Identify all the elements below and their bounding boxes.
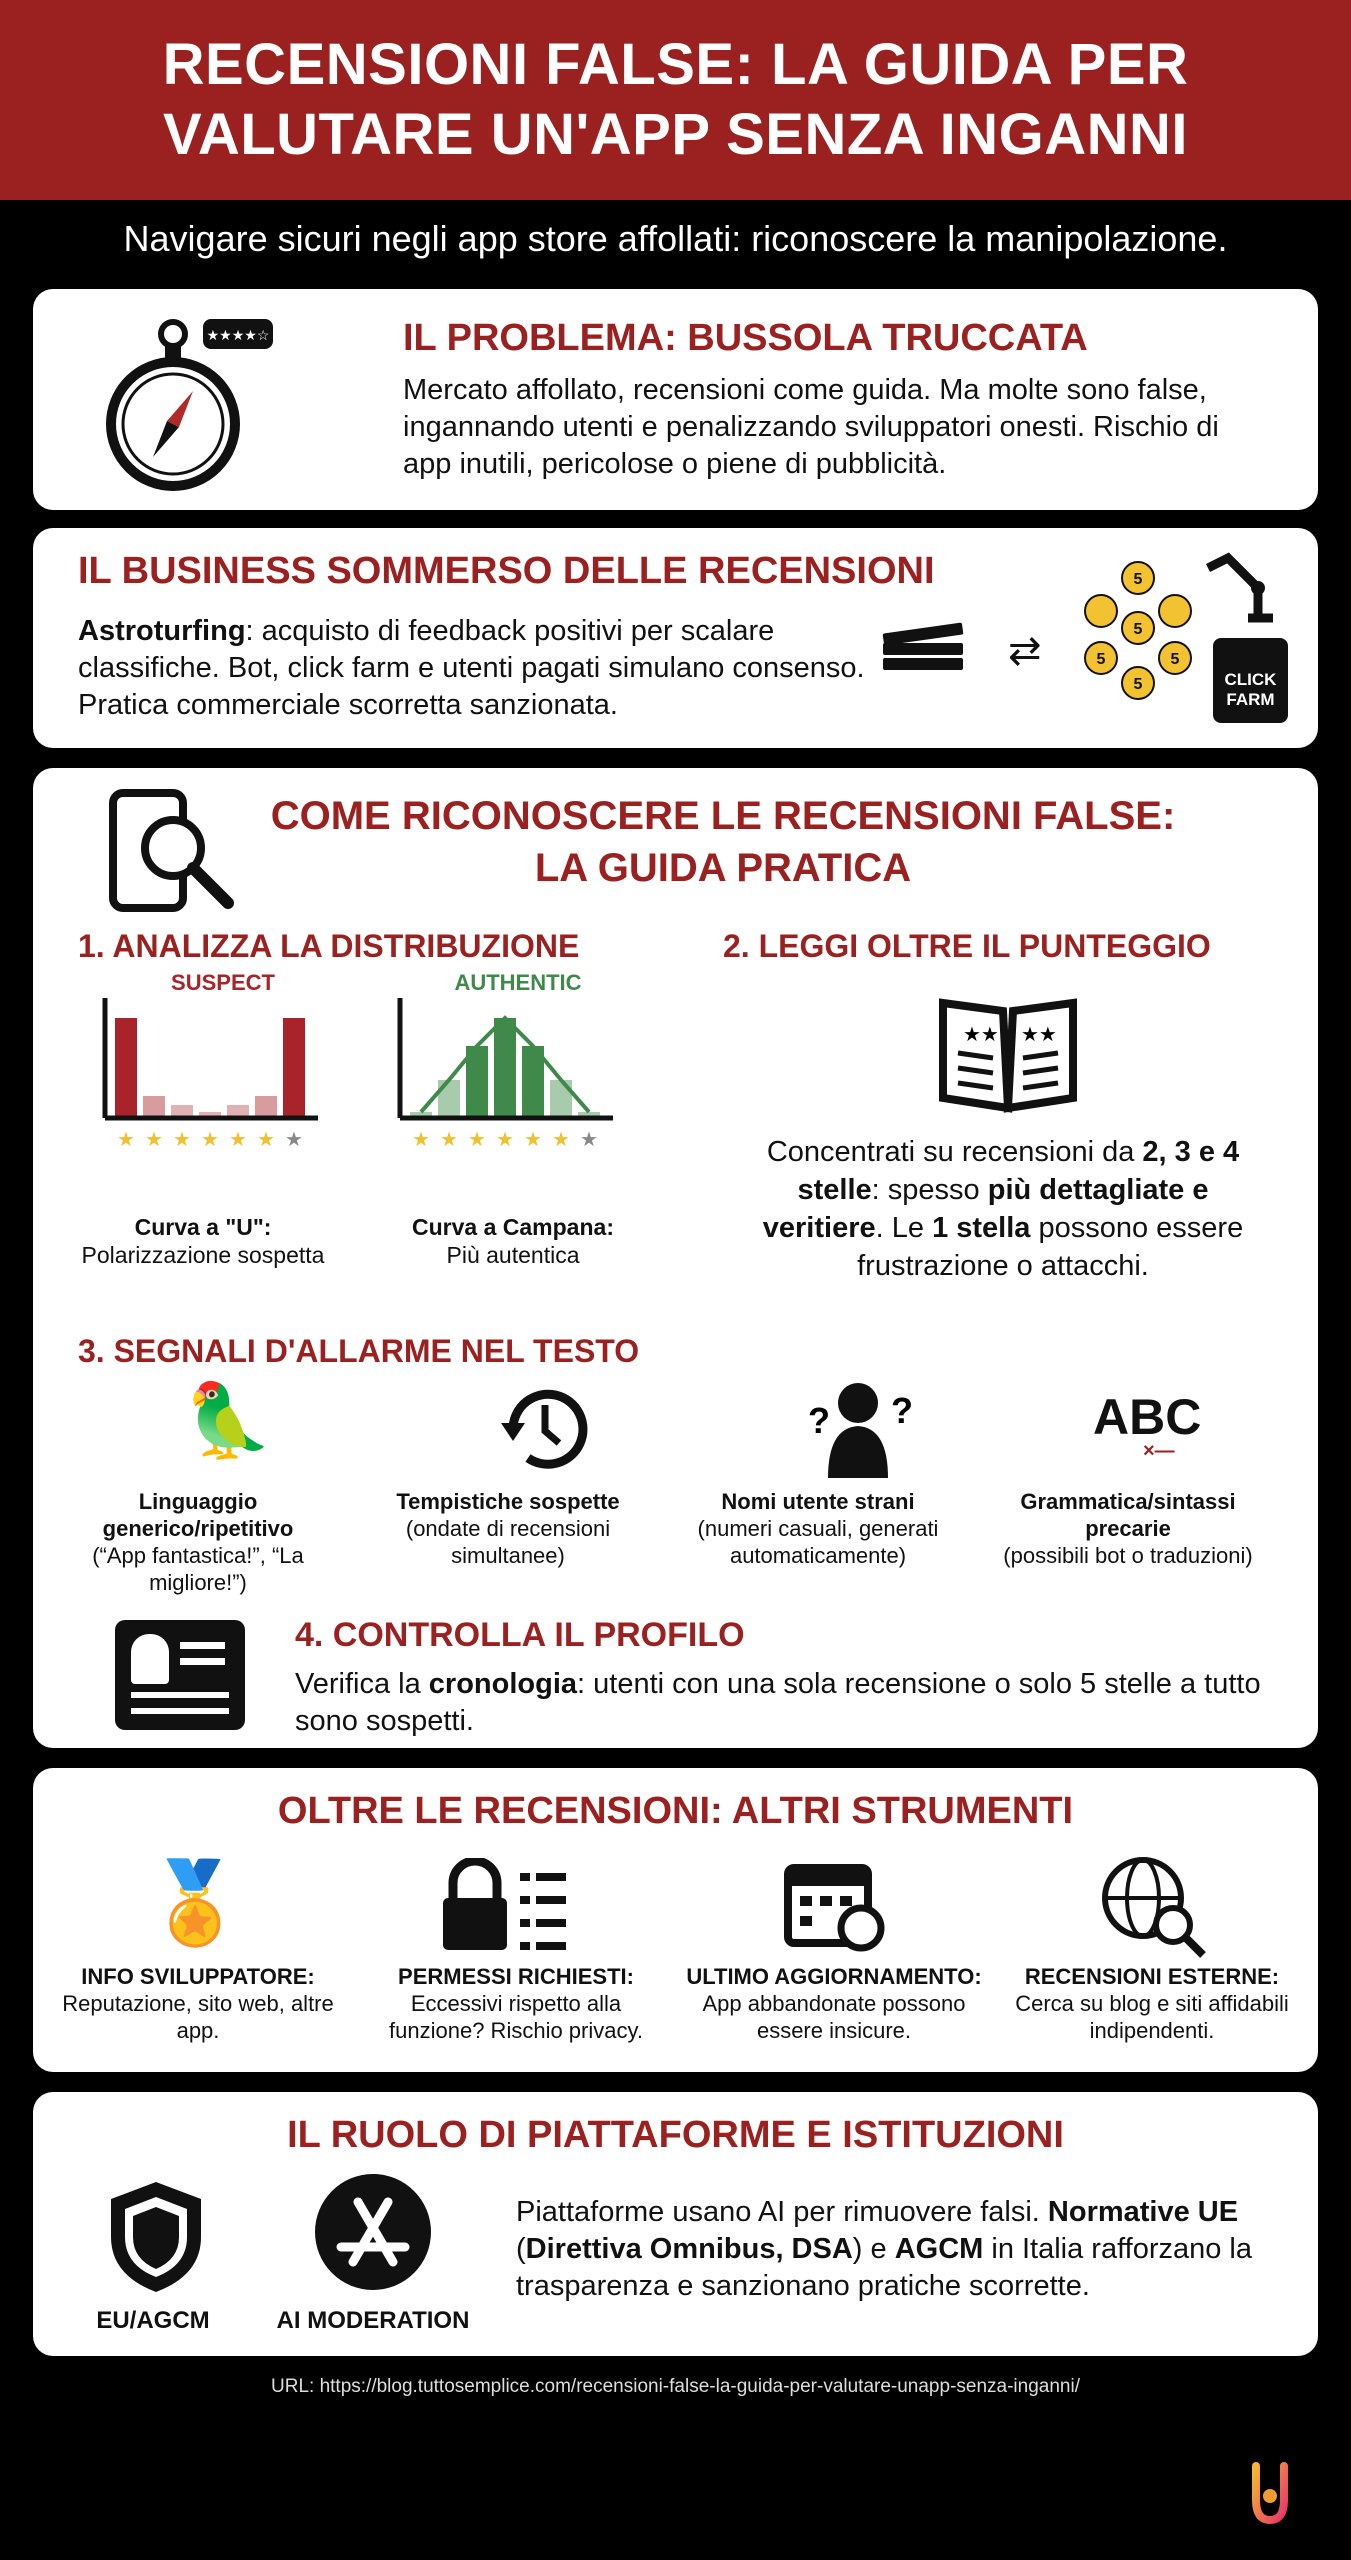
tool-text: Reputazione, sito web, altre app. <box>62 1991 334 2043</box>
tool-item <box>43 1963 353 2044</box>
svg-text:5: 5 <box>1133 621 1143 638</box>
section2-title: 2. LEGGI OLTRE IL PUNTEGGIO <box>723 928 1211 964</box>
section1-title: 1. ANALIZZA LA DISTRIBUZIONE <box>78 928 580 964</box>
warning-signal-item <box>363 1488 653 1569</box>
lock-permissions-icon <box>438 1858 568 1953</box>
problem-title: IL PROBLEMA: BUSSOLA TRUCCATA <box>403 317 1088 359</box>
guide-card <box>33 768 1318 1748</box>
chart-bar <box>115 1018 137 1118</box>
money-stack-icon <box>878 618 968 688</box>
source-url[interactable]: URL: https://blog.tuttosemplice.com/recensioni-false-la-guida-per-valutare-unapp-senza-inganni/ <box>271 2376 1080 2397</box>
svg-text:★★: ★★ <box>963 1024 999 1046</box>
calendar-update-icon <box>783 1856 893 1956</box>
chart-bar <box>550 1080 572 1118</box>
unknown-user-icon <box>803 1378 913 1478</box>
star-tick: ★ <box>552 1129 570 1151</box>
warning-signal-item <box>983 1488 1273 1569</box>
robot-arm-icon <box>1198 548 1298 628</box>
signal-text: (ondate di recensioni simultanee) <box>405 1516 611 1568</box>
star-tick: ★ <box>440 1129 458 1151</box>
chart-bar <box>494 1018 516 1118</box>
svg-text:5: 5 <box>1096 651 1106 668</box>
star-tick: ★ <box>524 1129 542 1151</box>
parrot-icon: 🦜 <box>183 1381 273 1461</box>
compass-icon <box>103 309 273 494</box>
eu-agcm-label: EU/AGCM <box>96 2307 210 2334</box>
star-tick: ★ <box>496 1129 514 1151</box>
globe-search-icon <box>1098 1853 1208 1958</box>
subtitle: Navigare sicuri negli app store affollati: riconoscere la manipolazione. <box>123 218 1228 259</box>
chart-title: AUTHENTIC <box>454 970 582 995</box>
tool-text: Cerca su blog e siti affidabili indipendenti. <box>1015 1991 1289 2043</box>
svg-text:★★: ★★ <box>1021 1024 1057 1046</box>
tool-title: RECENSIONI ESTERNE: <box>1024 1964 1280 1989</box>
svg-text:5: 5 <box>1170 651 1180 668</box>
svg-text:?: ? <box>808 1400 830 1441</box>
tool-title: INFO SVILUPPATORE: <box>81 1964 315 1989</box>
tool-item <box>679 1963 989 2044</box>
chart-bar <box>255 1096 277 1118</box>
warning-signal-item <box>673 1488 963 1569</box>
section3-title: 3. SEGNALI D'ALLARME NEL TESTO <box>78 1333 640 1369</box>
guide-title: COME RICONOSCERE LE RECENSIONI FALSE: LA GUIDA PRATICA <box>270 794 1176 890</box>
brand-logo <box>1250 2462 1290 2524</box>
gold-ratings-icon <box>1073 553 1203 713</box>
star-tick: ★ <box>580 1129 598 1151</box>
tool-title: ULTIMO AGGIORNAMENTO: <box>686 1964 982 1989</box>
business-card <box>33 528 1318 748</box>
tool-text: App abbandonate possono essere insicure. <box>702 1991 966 2043</box>
chart-bar <box>143 1096 165 1118</box>
abc-grammar-icon: ABC <box>1093 1389 1202 1445</box>
svg-text:5: 5 <box>1133 676 1143 693</box>
signal-title: Tempistiche sospette <box>396 1489 620 1514</box>
signal-text: (possibili bot o traduzioni) <box>1003 1543 1253 1568</box>
institutions-card <box>33 2092 1318 2356</box>
open-book-icon <box>933 993 1083 1118</box>
section2-text: Concentrati su recensioni da 2, 3 e 4 stelle: spesso più dettagliate e veritiere. Le 1 stella possono essere frustrazione o attacchi. <box>762 1136 1244 1282</box>
chart-bar <box>283 1018 305 1118</box>
ai-moderation-label: AI MODERATION <box>276 2307 470 2334</box>
page-title: RECENSIONI FALSE: LA GUIDA PER VALUTARE UN'APP SENZA INGANNI <box>162 32 1189 167</box>
suspect-distribution-chart <box>93 968 353 1158</box>
star-tick: ★ <box>257 1129 275 1151</box>
authentic-caption: Curva a Campana: Più autentica <box>412 1214 614 1268</box>
star-tick: ★ <box>468 1129 486 1151</box>
star-tick: ★ <box>173 1129 191 1151</box>
star-tick: ★ <box>285 1129 303 1151</box>
section4-text: Verifica la cronologia: utenti con una sola recensione o solo 5 stelle a tutto sono sospetti. <box>295 1668 1261 1737</box>
star-tick: ★ <box>412 1129 430 1151</box>
svg-text:★★★★☆: ★★★★☆ <box>206 327 270 343</box>
section4-title: 4. CONTROLLA IL PROFILO <box>295 1616 745 1654</box>
svg-text:5: 5 <box>1133 571 1143 588</box>
tools-card <box>33 1768 1318 2072</box>
header-banner <box>0 0 1351 200</box>
click-farm-badge: CLICK FARM <box>1213 638 1288 723</box>
shield-icon <box>101 2177 211 2297</box>
authentic-distribution-chart <box>388 968 648 1158</box>
problem-card <box>33 289 1318 510</box>
warning-signal-item <box>53 1488 343 1596</box>
error-mark-icon: ×— <box>1143 1440 1175 1462</box>
chart-title: SUSPECT <box>171 970 275 995</box>
signal-title: Linguaggio generico/ripetitivo <box>102 1489 294 1541</box>
chart-bar <box>438 1080 460 1118</box>
star-tick: ★ <box>201 1129 219 1151</box>
tool-text: Eccessivi rispetto alla funzione? Rischio privacy. <box>389 1991 643 2043</box>
star-tick: ★ <box>117 1129 135 1151</box>
exchange-arrows-icon: ⇄ <box>1008 629 1042 673</box>
suspect-caption: Curva a "U": Polarizzazione sospetta <box>81 1214 325 1268</box>
clock-history-icon <box>493 1383 593 1473</box>
institutions-text: Piattaforme usano AI per rimuovere falsi. Normative UE (Direttiva Omnibus, DSA) e AGCM in Italia rafforzano la trasparenza e sanzionano pratiche scorrette. <box>516 2196 1252 2302</box>
app-store-icon <box>313 2172 433 2292</box>
business-text: Astroturfing: acquisto di feedback positivi per scalare classifiche. Bot, click farm e utenti pagati simulano consenso. Pratica commerciale scorretta sanzionata. <box>78 615 865 721</box>
signal-text: (numeri casuali, generati automaticamente) <box>697 1516 939 1568</box>
signal-title: Nomi utente strani <box>721 1489 915 1514</box>
problem-text: Mercato affollato, recensioni come guida. Ma molte sono false, ingannando utenti e penalizzando sviluppatori onesti. Rischio di app inutili, pericolose o piene di pubblicità. <box>403 374 1219 480</box>
institutions-title: IL RUOLO DI PIATTAFORME E ISTITUZIONI <box>287 2114 1064 2156</box>
tool-item <box>361 1963 671 2044</box>
tool-title: PERMESSI RICHIESTI: <box>398 1964 634 1989</box>
star-tick: ★ <box>145 1129 163 1151</box>
signal-text: (“App fantastica!”, “La migliore!”) <box>92 1543 304 1595</box>
tool-item <box>997 1963 1307 2044</box>
tools-title: OLTRE LE RECENSIONI: ALTRI STRUMENTI <box>277 1790 1074 1832</box>
star-tick: ★ <box>229 1129 247 1151</box>
certified-badge-icon: 🏅 <box>145 1858 245 1947</box>
profile-card-icon <box>115 1620 245 1730</box>
svg-text:?: ? <box>891 1390 913 1431</box>
signal-title: Grammatica/sintassi precarie <box>1020 1489 1236 1541</box>
business-title: IL BUSINESS SOMMERSO DELLE RECENSIONI <box>78 550 935 592</box>
